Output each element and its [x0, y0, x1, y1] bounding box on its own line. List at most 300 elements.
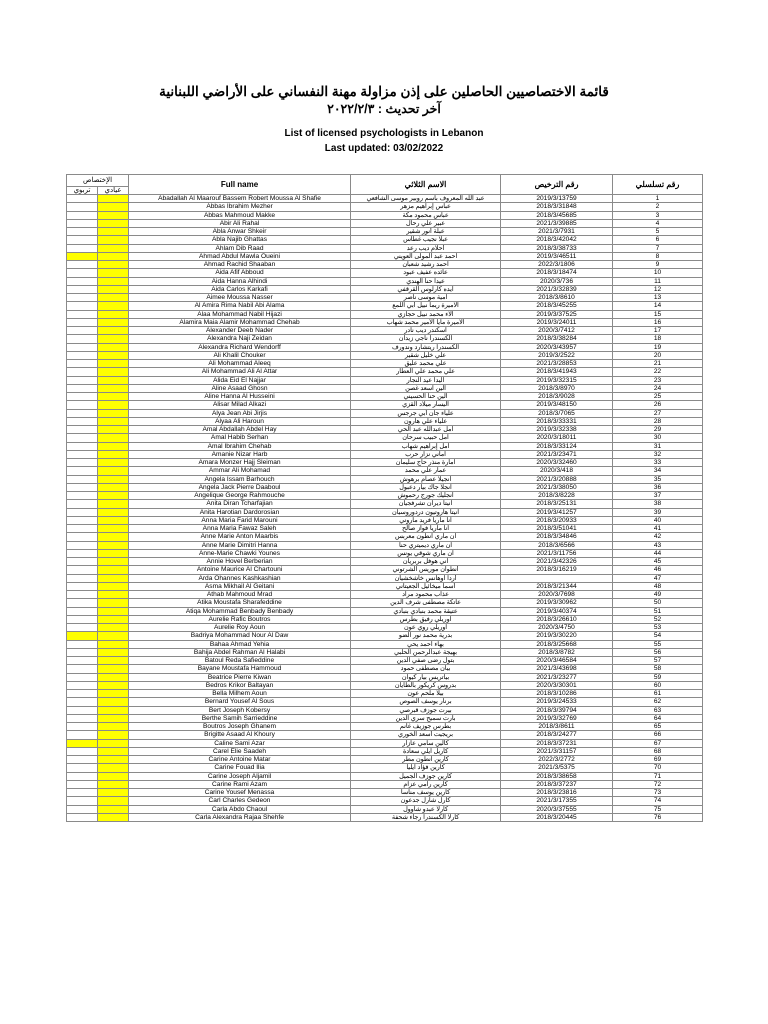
full-name-cell: Anne Marie Anton Maarbis: [129, 533, 351, 541]
educational-cell: [67, 483, 98, 491]
clinical-cell: [98, 483, 129, 491]
serial-number-cell: 75: [613, 805, 703, 813]
full-name-cell: Ali Mohammad Ali Al Attar: [129, 368, 351, 376]
clinical-cell: [98, 426, 129, 434]
clinical-cell: [98, 368, 129, 376]
full-name-cell: Abir Ali Rahal: [129, 219, 351, 227]
license-number-cell: 2018/3/21344: [501, 582, 613, 590]
license-number-cell: 2018/3/45255: [501, 302, 613, 310]
serial-number-cell: 61: [613, 690, 703, 698]
license-number-cell: 2021/3/28853: [501, 360, 613, 368]
license-number-cell: 2020/3/7412: [501, 327, 613, 335]
educational-cell: [67, 508, 98, 516]
educational-cell: [67, 467, 98, 475]
serial-number-cell: 35: [613, 475, 703, 483]
full-name-cell: Alaa Mohammad Nabil Hijazi: [129, 310, 351, 318]
educational-cell: [67, 665, 98, 673]
license-number-cell: 2019/3/41257: [501, 508, 613, 516]
license-number-cell: 2019/3/30962: [501, 599, 613, 607]
license-number-cell: 2022/3/1806: [501, 261, 613, 269]
arabic-name-cell: انيتا هاروتيون دردوروسيان: [351, 508, 501, 516]
clinical-cell: [98, 277, 129, 285]
educational-cell: [67, 203, 98, 211]
arabic-name-cell: بطرس جوزيف غانم: [351, 723, 501, 731]
educational-cell: [67, 591, 98, 599]
clinical-cell: [98, 632, 129, 640]
license-number-cell: 2018/3/45685: [501, 211, 613, 219]
full-name-cell: Badriya Mohammad Nour Al Daw: [129, 632, 351, 640]
educational-cell: [67, 549, 98, 557]
clinical-cell: [98, 285, 129, 293]
arabic-name-cell: الكسندرا ريتشارد وندورف: [351, 343, 501, 351]
table-row: [67, 549, 703, 557]
license-number-cell: 2018/3/8970: [501, 384, 613, 392]
license-number-cell: 2018/3/34846: [501, 533, 613, 541]
arabic-name-cell: كارين جوزف الجميل: [351, 772, 501, 780]
clinical-cell: [98, 681, 129, 689]
arabic-name-cell: بيلا ملحم عون: [351, 690, 501, 698]
serial-number-cell: 22: [613, 368, 703, 376]
arabic-name-cell: أسما ميخائيل الجعيتاني: [351, 582, 501, 590]
license-number-cell: 2019/3/48150: [501, 401, 613, 409]
serial-number-cell: 40: [613, 516, 703, 524]
arabic-name-cell: امل حبيب سرحان: [351, 434, 501, 442]
educational-cell: [67, 269, 98, 277]
clinical-cell: [98, 360, 129, 368]
license-number-cell: 2018/3/7065: [501, 409, 613, 417]
license-number-cell: 2018/3/24277: [501, 731, 613, 739]
table-row: [67, 302, 703, 310]
full-name-cell: Antoine Maurice Al Chartouni: [129, 566, 351, 574]
educational-cell: [67, 764, 98, 772]
clinical-cell: [98, 756, 129, 764]
arabic-name-cell: بارت سميح سري الدين: [351, 714, 501, 722]
table-row: [67, 500, 703, 508]
clinical-cell: [98, 607, 129, 615]
serial-number-cell: 30: [613, 434, 703, 442]
full-name-cell: Aurelie Rafic Boutros: [129, 615, 351, 623]
arabic-name-cell: عبد الله المعروف باسم روبير موسى الشافعي: [351, 195, 501, 203]
license-number-cell: 2021/3/23471: [501, 450, 613, 458]
educational-cell: [67, 615, 98, 623]
license-number-cell: 2021/3/5375: [501, 764, 613, 772]
full-name-cell: Bella Milhem Aoun: [129, 690, 351, 698]
educational-cell: [67, 492, 98, 500]
english-subtitle: Last updated: 03/02/2022: [324, 143, 444, 154]
table-row: [67, 285, 703, 293]
table-row: [67, 516, 703, 524]
clinical-cell: [98, 492, 129, 500]
license-number-cell: 2020/3/30301: [501, 681, 613, 689]
clinical-cell: [98, 739, 129, 747]
arabic-name-cell: كارين فؤاد ايليا: [351, 764, 501, 772]
table-body: [67, 195, 703, 822]
clinical-cell: [98, 417, 129, 425]
clinical-cell: [98, 747, 129, 755]
license-number-cell: 2018/3/16219: [501, 566, 613, 574]
clinical-cell: [98, 813, 129, 821]
license-number-cell: 2018/3/42042: [501, 236, 613, 244]
clinical-cell: [98, 533, 129, 541]
arabic-name-cell: اوريلي رفيق بطرس: [351, 615, 501, 623]
serial-number-cell: 13: [613, 294, 703, 302]
table-row: [67, 648, 703, 656]
educational-cell: [67, 731, 98, 739]
clinical-cell: [98, 343, 129, 351]
license-number-cell: 2019/3/32338: [501, 426, 613, 434]
arabic-name-cell: عباس إبراهيم مزهر: [351, 203, 501, 211]
serial-number-cell: 6: [613, 236, 703, 244]
serial-number-cell: 51: [613, 607, 703, 615]
table-row: [67, 690, 703, 698]
serial-number-cell: 5: [613, 228, 703, 236]
full-name-cell: Aida Carlos Karkafi: [129, 285, 351, 293]
table-row: [67, 624, 703, 632]
table-row: [67, 467, 703, 475]
table-row: [67, 203, 703, 211]
clinical-cell: [98, 566, 129, 574]
full-name-cell: Carine Joseph Aljamil: [129, 772, 351, 780]
serial-number-cell: 1: [613, 195, 703, 203]
table-row: [67, 657, 703, 665]
license-number-cell: 2018/3/38658: [501, 772, 613, 780]
educational-cell: [67, 690, 98, 698]
arabic-name-cell: عيدا حنا الهندي: [351, 277, 501, 285]
serial-number-cell: 73: [613, 789, 703, 797]
full-name-cell: Anne-Marie Chawki Younes: [129, 549, 351, 557]
arabic-name-cell: الاميرة ريما نبيل أبي اللمع: [351, 302, 501, 310]
arabic-name-cell: عباس محمود مكة: [351, 211, 501, 219]
serial-number-cell: 38: [613, 500, 703, 508]
arabic-name-cell: بريجيت أسعد الخوري: [351, 731, 501, 739]
full-name-cell: Atiqa Mohammad Benbady Benbady: [129, 607, 351, 615]
clinical-cell: [98, 195, 129, 203]
full-name-cell: Carine Fouad Ilia: [129, 764, 351, 772]
arabic-name-cell: ان ماري انطون معربس: [351, 533, 501, 541]
arabic-name-cell: بهيجة عبدالرحمن الحلبي: [351, 648, 501, 656]
table-row: [67, 665, 703, 673]
table-row: [67, 508, 703, 516]
serial-number-cell: 58: [613, 665, 703, 673]
educational-cell: [67, 657, 98, 665]
license-number-cell: 2018/3/25131: [501, 500, 613, 508]
serial-number-cell: 32: [613, 450, 703, 458]
license-number-cell: 2018/3/10286: [501, 690, 613, 698]
serial-number-cell: 59: [613, 673, 703, 681]
educational-cell: [67, 195, 98, 203]
table-row: [67, 739, 703, 747]
clinical-cell: [98, 723, 129, 731]
full-name-cell: Alexandra Naji Zeidan: [129, 335, 351, 343]
arabic-name-cell: عبلا نجيب غطاس: [351, 236, 501, 244]
full-name-cell: Anna Maria Farid Marouni: [129, 516, 351, 524]
full-name-cell: Carel Elie Saadeh: [129, 747, 351, 755]
full-name-cell: Bernard Yousef Al Sous: [129, 698, 351, 706]
clinical-cell: [98, 442, 129, 450]
clinical-cell: [98, 706, 129, 714]
arabic-name-cell: أردا اوهانس خاشخشيان: [351, 574, 501, 582]
license-number-cell: 2018/3/23816: [501, 789, 613, 797]
table-row: [67, 343, 703, 351]
serial-number-cell: 74: [613, 797, 703, 805]
license-number-cell: 2018/3/8228: [501, 492, 613, 500]
clinical-cell: [98, 384, 129, 392]
serial-number-cell: 48: [613, 582, 703, 590]
clinical-cell: [98, 252, 129, 260]
serial-number-cell: 68: [613, 747, 703, 755]
full-name-cell: Alida Eid El Najjar: [129, 376, 351, 384]
serial-number-cell: 71: [613, 772, 703, 780]
arabic-name-cell: انجلا جاك بيار دعبول: [351, 483, 501, 491]
header-name-ar: الاسم الثلاثي: [351, 175, 501, 195]
full-name-cell: Ahmad Rachid Shaaban: [129, 261, 351, 269]
table-row: [67, 327, 703, 335]
full-name-cell: Alexander Deeb Nader: [129, 327, 351, 335]
clinical-cell: [98, 714, 129, 722]
educational-cell: [67, 228, 98, 236]
arabic-name-cell: احمد رشيد شعبان: [351, 261, 501, 269]
serial-number-cell: 76: [613, 813, 703, 821]
full-name-cell: Anna Maria Fawaz Saleh: [129, 525, 351, 533]
table-row: [67, 417, 703, 425]
serial-number-cell: 10: [613, 269, 703, 277]
serial-number-cell: 31: [613, 442, 703, 450]
arabic-name-cell: بدرية محمد نور الضو: [351, 632, 501, 640]
table-row: [67, 706, 703, 714]
full-name-cell: Amal Habib Serhan: [129, 434, 351, 442]
table-row: [67, 351, 703, 359]
arabic-name-cell: بهاء احمد يحي: [351, 640, 501, 648]
license-number-cell: 2021/3/7931: [501, 228, 613, 236]
table-row: [67, 805, 703, 813]
serial-number-cell: 27: [613, 409, 703, 417]
serial-number-cell: 34: [613, 467, 703, 475]
educational-cell: [67, 261, 98, 269]
full-name-cell: Annie Hovel Berberian: [129, 558, 351, 566]
arabic-name-cell: كارين يوسف مناسا: [351, 789, 501, 797]
clinical-cell: [98, 450, 129, 458]
license-number-cell: 2018/3/31848: [501, 203, 613, 211]
full-name-cell: Angelique George Rahmouche: [129, 492, 351, 500]
arabic-name-cell: برنار يوسف الصوص: [351, 698, 501, 706]
serial-number-cell: 72: [613, 780, 703, 788]
license-number-cell: 2019/3/46511: [501, 252, 613, 260]
clinical-cell: [98, 318, 129, 326]
educational-cell: [67, 607, 98, 615]
full-name-cell: Alexandra Richard Wendorff: [129, 343, 351, 351]
table-row: [67, 492, 703, 500]
educational-cell: [67, 434, 98, 442]
clinical-cell: [98, 434, 129, 442]
educational-cell: [67, 673, 98, 681]
educational-cell: [67, 681, 98, 689]
educational-cell: [67, 541, 98, 549]
full-name-cell: Abla Najib Ghattas: [129, 236, 351, 244]
table-row: [67, 393, 703, 401]
license-number-cell: 2020/3/418: [501, 467, 613, 475]
full-name-cell: Abbas Mahmoud Makke: [129, 211, 351, 219]
serial-number-cell: 33: [613, 459, 703, 467]
table-row: [67, 797, 703, 805]
clinical-cell: [98, 393, 129, 401]
full-name-cell: Ammar Ali Mohamad: [129, 467, 351, 475]
clinical-cell: [98, 409, 129, 417]
table-row: [67, 277, 703, 285]
header-clinical: عيادي: [98, 187, 129, 195]
header-full-name: Full name: [129, 175, 351, 195]
full-name-cell: Angela Issam Barhouch: [129, 475, 351, 483]
serial-number-cell: 53: [613, 624, 703, 632]
full-name-cell: Bahija Abdel Rahman Al Halabi: [129, 648, 351, 656]
arabic-name-cell: بياتريس بيار كيوان: [351, 673, 501, 681]
serial-number-cell: 9: [613, 261, 703, 269]
educational-cell: [67, 211, 98, 219]
table-row: [67, 607, 703, 615]
clinical-cell: [98, 401, 129, 409]
educational-cell: [67, 558, 98, 566]
clinical-cell: [98, 780, 129, 788]
clinical-cell: [98, 294, 129, 302]
serial-number-cell: 56: [613, 648, 703, 656]
educational-cell: [67, 566, 98, 574]
serial-number-cell: 44: [613, 549, 703, 557]
clinical-cell: [98, 541, 129, 549]
full-name-cell: Abbas Ibrahim Mezher: [129, 203, 351, 211]
table-row: [67, 384, 703, 392]
clinical-cell: [98, 698, 129, 706]
clinical-cell: [98, 351, 129, 359]
full-name-cell: Amanie Nizar Harb: [129, 450, 351, 458]
serial-number-cell: 64: [613, 714, 703, 722]
arabic-name-cell: انجليك جورج رحموش: [351, 492, 501, 500]
full-name-cell: Ahmad Abdul Mawla Oueini: [129, 252, 351, 260]
license-number-cell: 2018/3/8610: [501, 294, 613, 302]
educational-cell: [67, 360, 98, 368]
serial-number-cell: 11: [613, 277, 703, 285]
serial-number-cell: 24: [613, 384, 703, 392]
clinical-cell: [98, 302, 129, 310]
license-number-cell: 2018/3/20933: [501, 516, 613, 524]
arabic-name-cell: امل عبدالله عبد الحي: [351, 426, 501, 434]
serial-number-cell: 46: [613, 566, 703, 574]
clinical-cell: [98, 236, 129, 244]
license-number-cell: 2018/3/18474: [501, 269, 613, 277]
license-number-cell: 2018/3/33331: [501, 417, 613, 425]
license-number-cell: 2018/3/20445: [501, 813, 613, 821]
educational-cell: [67, 252, 98, 260]
educational-cell: [67, 442, 98, 450]
full-name-cell: Aida Afif Abboud: [129, 269, 351, 277]
full-name-cell: Al Amira Rima Nabil Abi Alama: [129, 302, 351, 310]
table-row: [67, 195, 703, 203]
educational-cell: [67, 714, 98, 722]
arabic-name-cell: كارلا عبدو شاوول: [351, 805, 501, 813]
clinical-cell: [98, 269, 129, 277]
full-name-cell: Boutros Joseph Ghanem: [129, 723, 351, 731]
arabic-name-cell: علياء علي هارون: [351, 417, 501, 425]
serial-number-cell: 69: [613, 756, 703, 764]
table-row: [67, 409, 703, 417]
educational-cell: [67, 582, 98, 590]
table-row: [67, 615, 703, 623]
psychologists-table: [66, 174, 703, 822]
clinical-cell: [98, 203, 129, 211]
educational-cell: [67, 475, 98, 483]
arabic-name-cell: اليسار ميلاد القزي: [351, 401, 501, 409]
table-row: [67, 434, 703, 442]
arabic-name-cell: آن ماري شوقي يونس: [351, 549, 501, 557]
license-number-cell: 2021/3/20888: [501, 475, 613, 483]
table-row: [67, 211, 703, 219]
table-row: [67, 599, 703, 607]
full-name-cell: Alyaa Ali Haroun: [129, 417, 351, 425]
educational-cell: [67, 310, 98, 318]
educational-cell: [67, 376, 98, 384]
table-row: [67, 574, 703, 582]
arabic-name-cell: بيان مصطفى حمود: [351, 665, 501, 673]
license-number-cell: 2020/3/37555: [501, 805, 613, 813]
educational-cell: [67, 648, 98, 656]
clinical-cell: [98, 211, 129, 219]
educational-cell: [67, 698, 98, 706]
license-number-cell: 2018/3/38284: [501, 335, 613, 343]
english-title: List of licensed psychologists in Lebanon: [284, 128, 484, 139]
license-number-cell: 2021/3/23277: [501, 673, 613, 681]
full-name-cell: Caline Sami Azar: [129, 739, 351, 747]
educational-cell: [67, 533, 98, 541]
educational-cell: [67, 368, 98, 376]
full-name-cell: Ahlam Dib Raad: [129, 244, 351, 252]
serial-number-cell: 19: [613, 343, 703, 351]
clinical-cell: [98, 582, 129, 590]
table-row: [67, 541, 703, 549]
arabic-name-cell: عذاب محمود مراد: [351, 591, 501, 599]
educational-cell: [67, 417, 98, 425]
license-number-cell: 2019/3/24011: [501, 318, 613, 326]
full-name-cell: Bahaa Ahmad Yehia: [129, 640, 351, 648]
arabic-name-cell: علي خليل شقير: [351, 351, 501, 359]
arabic-name-cell: أحلام ديب رعد: [351, 244, 501, 252]
full-name-cell: Carine Rami Azam: [129, 780, 351, 788]
educational-cell: [67, 805, 98, 813]
table-row: [67, 681, 703, 689]
educational-cell: [67, 401, 98, 409]
license-number-cell: 2021/3/42326: [501, 558, 613, 566]
arabic-name-cell: آني هوفل بربريان: [351, 558, 501, 566]
clinical-cell: [98, 327, 129, 335]
full-name-cell: Aline Asaad Ghosn: [129, 384, 351, 392]
license-number-cell: 2019/3/32769: [501, 714, 613, 722]
arabic-name-cell: كارلا الكسندرا رجاء شحفة: [351, 813, 501, 821]
full-name-cell: Carla Abdo Chaoul: [129, 805, 351, 813]
table-row: [67, 252, 703, 260]
table-row: [67, 640, 703, 648]
table-row: [67, 731, 703, 739]
educational-cell: [67, 450, 98, 458]
educational-cell: [67, 302, 98, 310]
arabic-name-cell: عمار علي محمد: [351, 467, 501, 475]
arabic-name-cell: عبير علي رحال: [351, 219, 501, 227]
clinical-cell: [98, 657, 129, 665]
clinical-cell: [98, 591, 129, 599]
table-row: [67, 450, 703, 458]
full-name-cell: Aurelie Roy Aoun: [129, 624, 351, 632]
clinical-cell: [98, 525, 129, 533]
full-name-cell: Aida Hanna Alhindi: [129, 277, 351, 285]
serial-number-cell: 70: [613, 764, 703, 772]
full-name-cell: Amal Abdallah Abdel Hay: [129, 426, 351, 434]
serial-number-cell: 29: [613, 426, 703, 434]
